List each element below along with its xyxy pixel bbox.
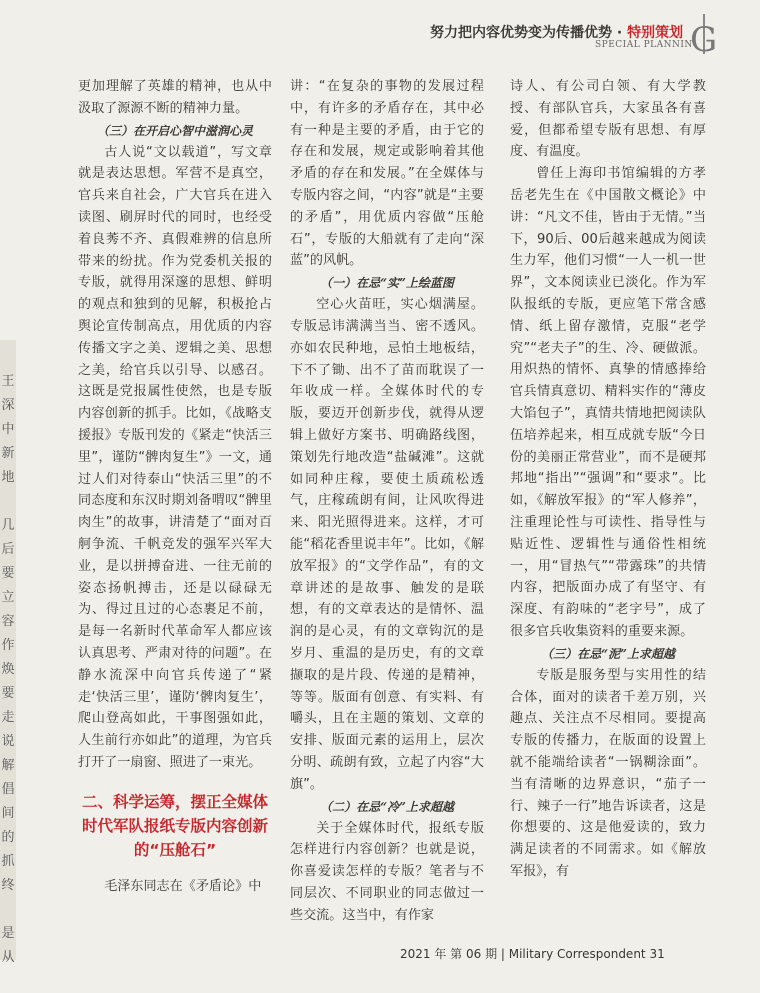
column-2 [290,76,484,926]
edge-char: 作 [1,638,15,653]
edge-char: 新 [1,446,15,461]
column-3 [510,76,706,883]
adjacent-page-edge [0,340,16,965]
header-title [430,22,683,42]
edge-char: 抓 [1,854,15,869]
edge-char: 从 [1,950,15,965]
paragraph: 更加理解了英雄的精神，也从中汲取了源源不断的精神力量。 [78,79,272,116]
edge-char: 容 [1,614,15,629]
edge-char: 要 [1,566,15,581]
paragraph: 曾任上海印书馆编辑的方孝岳老先生在《中国散文概论》中讲：“凡文不佳，皆由于无情。”当下，90后、00后越来越成为阅读生力军，他们习惯“一人一机一世界”，文本阅读业已淡化。作为军队报纸的专版，更应笔下常含感情、纸上留存激情，克服“老学究”“老夫子”的生、冷、硬做派。用炽热的情怀、真挚的情感捧给官兵情真意切、精料实作的“薄皮大馅包子”，真情共情地把阅读队伍培养起来，相互成就专版“今日份的美丽正常营业”，而不是硬邦邦地“指出”“强调”和“要求”。比如，《解放军报》的“军人修养”，注重理论性与可读性、指导性与贴近性、逻辑性与通俗性相统一，用“冒热气”“带露珠”的共情内容，把版面办成了有坚守、有深度、有韵味的“老字号”，成了很多官兵收集资料的重要来源。 [510,166,706,639]
edge-char: 王 [1,374,15,389]
edge-char: 要 [1,686,15,701]
edge-char: 深 [1,398,15,413]
edge-char: 倡 [1,782,15,797]
paragraph: 毛泽东同志在《矛盾论》中 [104,878,262,894]
edge-char: 焕 [1,662,15,677]
header-subtitle: SPECIAL PLANNIN [595,40,693,50]
edge-char: 说 [1,734,15,749]
edge-char: 走 [1,710,15,725]
edge-char: 几 [1,518,15,533]
subheading: （一）在忌“实”上绘蓝图 [320,276,454,291]
header-title-accent: 特别策划 [627,25,684,41]
paragraph: 专版是服务型与实用性的结合体，面对的读者千差万别，兴趣点、关注点不尽相同。要提高专版的传播力，在版面的设置上就不能端给读者“一锅糊涂面”。当有清晰的边界意识，“茄子一行、辣子一行”地告诉读者，这是你想要的、这是他爱读的，致力满足读者的不同需求。如《解放军报》，有 [510,667,706,879]
header-title-main: 努力把内容优势变为传播优势 · [430,25,628,41]
page-footer: 2021 年 第 06 期 | Military Correspondent 31 [400,947,665,961]
edge-char: 中 [1,422,15,437]
paragraph: 讲：“在复杂的事物的发展过程中，有许多的矛盾存在，其中必有一种是主要的矛盾，由于它的存在和发展，规定或影响着其他矛盾的存在和发展。”在全媒体与专版内容之间，“内容”就是“主要的矛盾”，用优质内容做“压舱石”，专版的大船就有了走向“深蓝”的风帆。 [290,79,484,269]
edge-char: 终 [1,878,15,893]
paragraph: 关于全媒体时代，报纸专版怎样进行内容创新？也就是说，你喜爱读怎样的专版？笔者与不同层次、不同职业的同志做过一些交流。这当中，有作家 [290,820,484,923]
edge-char: 地 [1,470,15,485]
paragraph: 诗人、有公司白领、有大学教授、有部队官兵，大家虽各有喜爱，但都希望专版有思想、有厚度、有温度。 [510,79,706,160]
subheading: （二）在忌“冷”上求超越 [320,799,454,814]
edge-char: 间 [1,806,15,821]
subheading: （三）在忌“泥”上求超越 [541,646,675,661]
column-1 [78,76,272,898]
page-header [0,0,760,62]
edge-char: 是 [1,926,15,941]
edge-char: 后 [1,542,15,557]
edge-char: 解 [1,758,15,773]
paragraph: 古人说“文以载道”，写文章就是表达思想。军营不是真空，官兵来自社会，广大官兵在进入读图、刷屏时代的同时，也经受着良莠不齐、真假难辨的信息所带来的纷扰。作为党委机关报的专版，就得用深邃的思想、鲜明的观点和独到的见解，积极抢占舆论宣传制高点，用优质的内容传播文字之美、逻辑之美、思想之美，给官兵以引导、以感召。这既是党报属性使然，也是专版内容创新的抓手。比如，《战略支援报》专版刊发的《紧走“快活三里”，谨防“髀肉复生”》一文，通过人们对待泰山“快活三里”的不同态度和东汉时期刘备喟叹“髀里肉生”的故事，讲清楚了“面对百舸争流、千帆竞发的强军兴军大业，是以拼搏奋进、一往无前的姿态扬帆搏击，还是以碌碌无为、得过且过的心态裹足不前，是每一名新时代革命军人都应该认真思考、严肃对待的问题”。在静水流深中向官兵传递了“紧走‘快活三里’，谨防‘髀肉复生’，爬山登高如此，干事图强如此，人生前行亦如此”的道理，为官兵打开了一扇窗、照进了一束光。 [78,144,272,770]
edge-char: 的 [1,830,15,845]
subheading: （三）在开启心智中滋润心灵 [96,123,253,138]
paragraph: 空心火苗旺，实心烟满屋。专版忌讳满满当当、密不透风。亦如农民种地，忌怕土地板结，下不了锄、出不了苗而耽误了一年收成一样。全媒体时代的专版，要迈开创新步伐，就得从逻辑上做好方案书、明确路线图，策划先行地改造“盐碱滩”。这就如同种庄稼，要使土质疏松透气，庄稼疏朗有间，让风吹得进来、阳光照得进来。这样，才可能“稻花香里说丰年”。比如，《解放军报》的“文学作品”，有的文章讲述的是故事、触发的是联想，有的文章表达的是情怀、温润的是心灵，有的文章钩沉的是岁月、重温的是历史，有的文章撷取的是片段、传递的是精神，等等。版面有创意、有实料、有嚼头，且在主题的策划、文章的安排、版面元素的运用上，层次分明、疏朗有致，立起了内容“大旗”。 [290,297,484,792]
header-letter: G [690,20,718,60]
edge-char: 立 [1,590,15,605]
section-heading: 二、科学运筹，摆正全媒体时代军队报纸专版内容创新的“压舱石” [81,792,268,859]
